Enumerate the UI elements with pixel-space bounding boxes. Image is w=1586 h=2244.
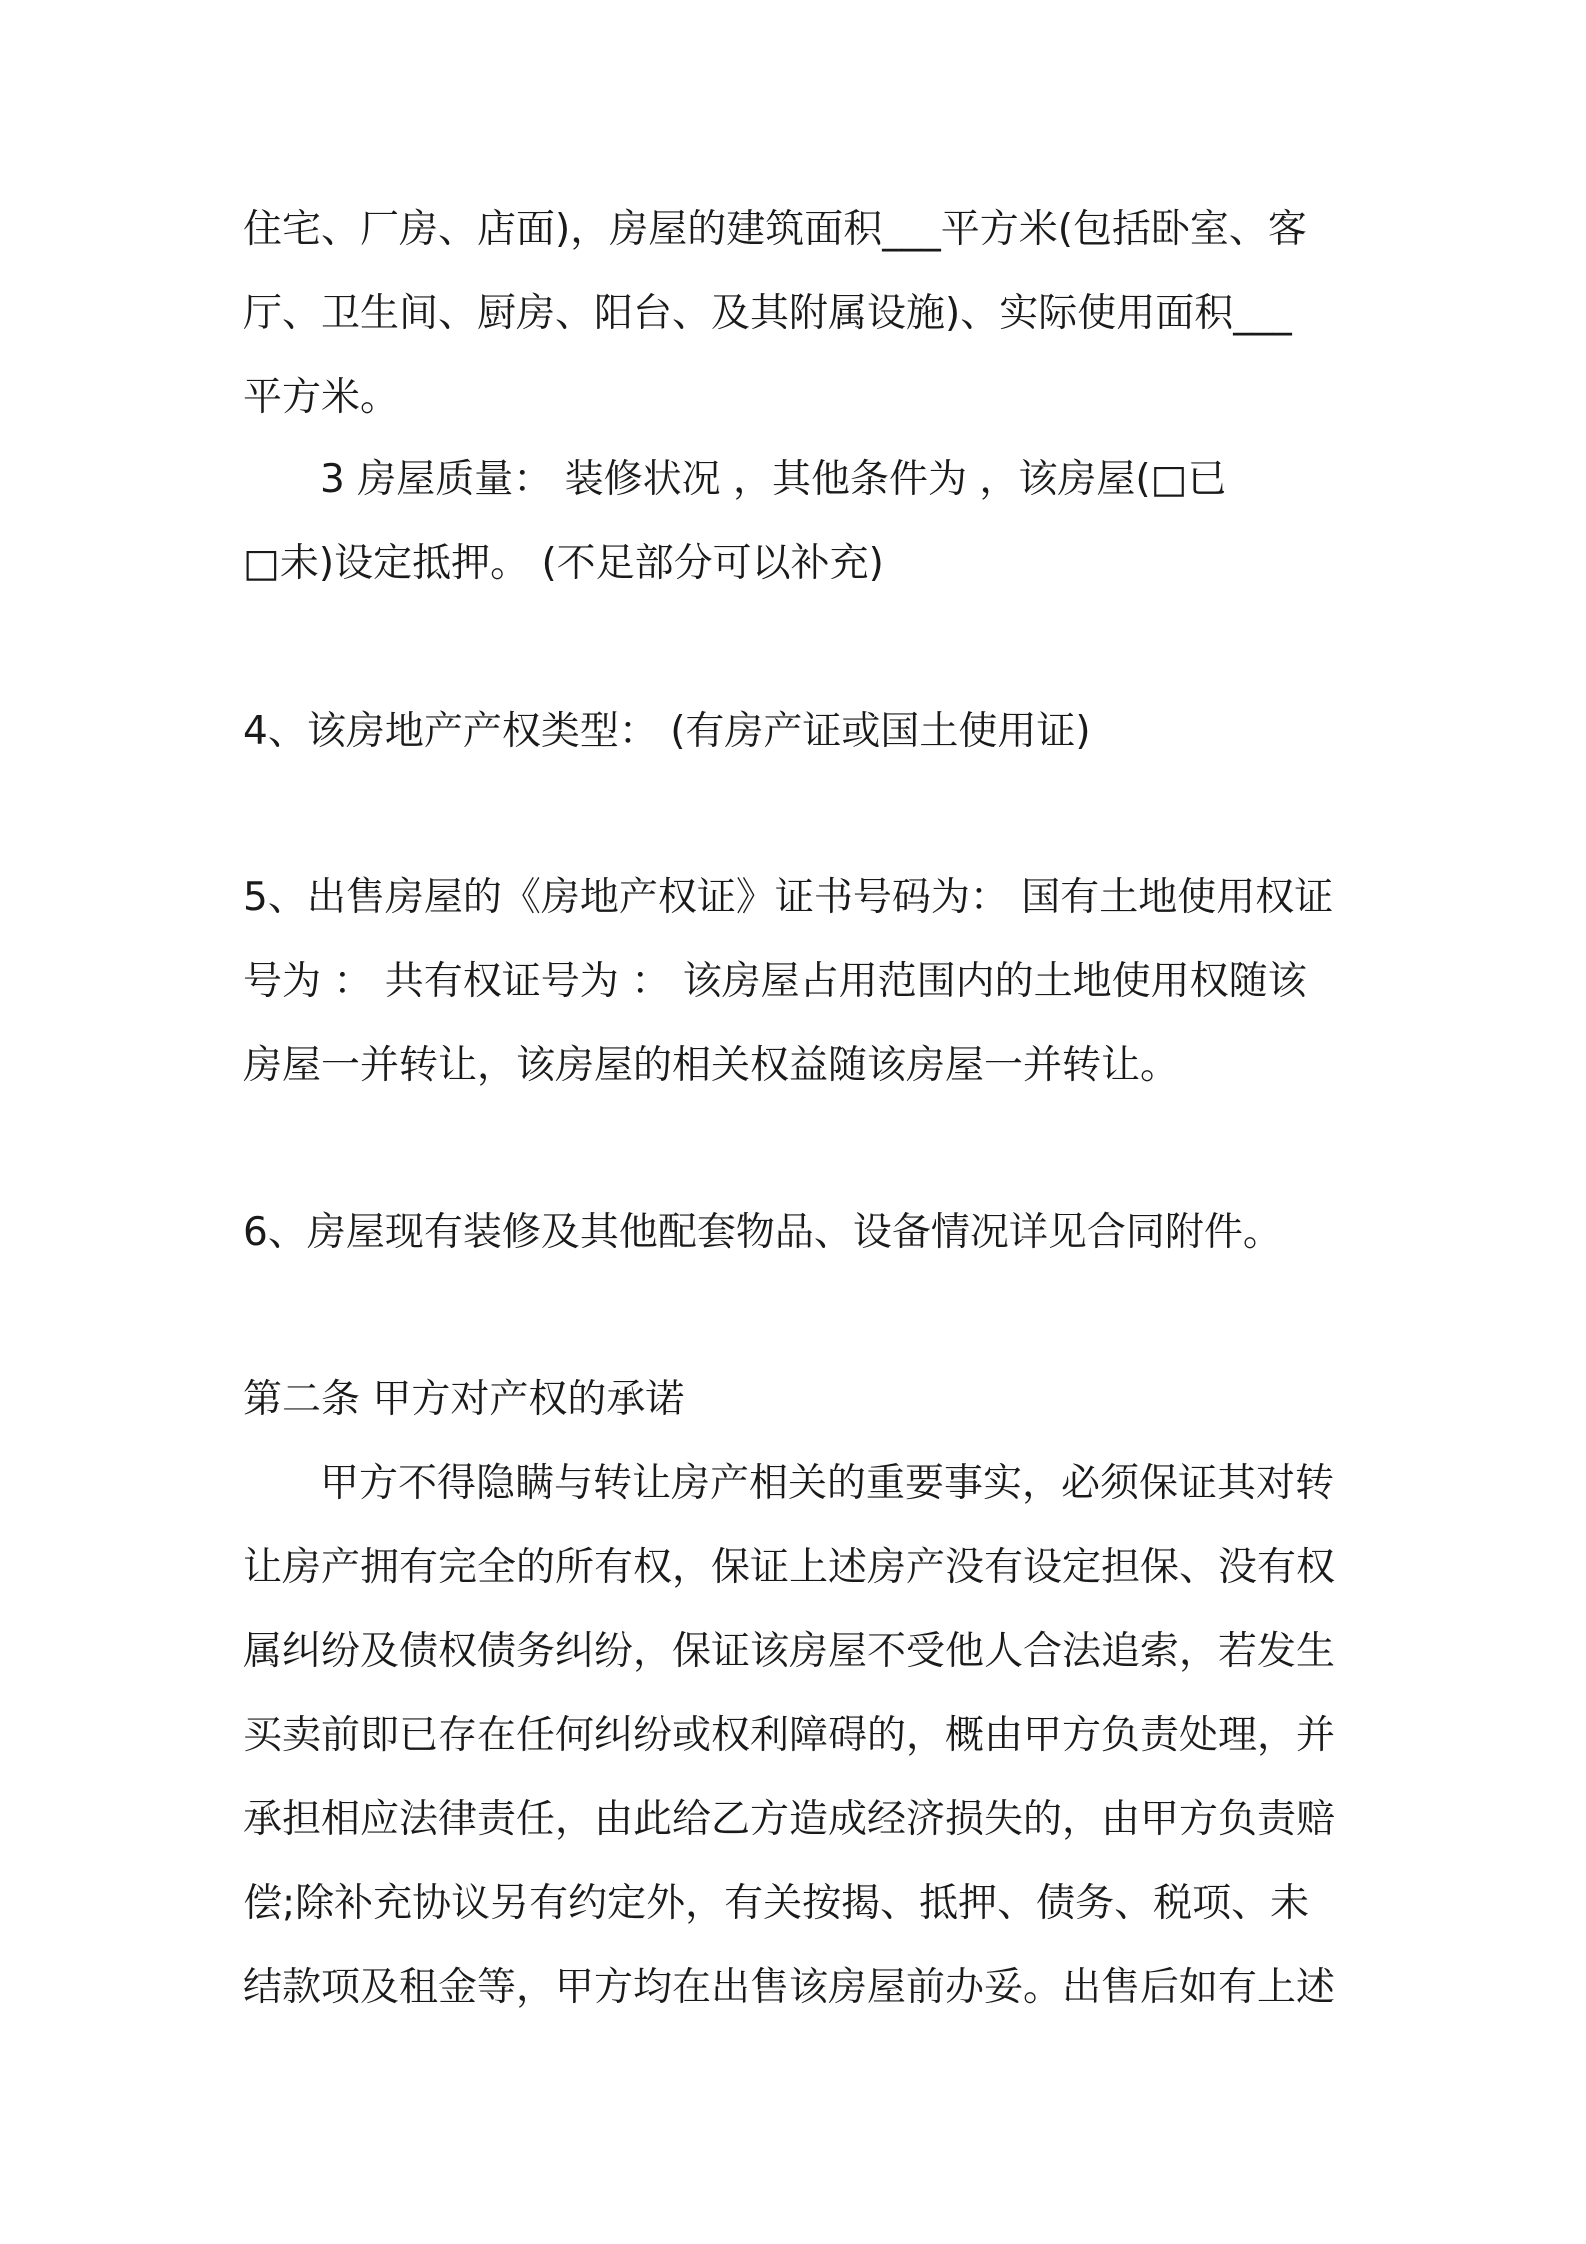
section-heading: 第二条 甲方对产权的承诺 xyxy=(243,1377,685,1422)
text-line: 号为 ： 共有权证号为 ： 该房屋占用范围内的土地使用权随该 xyxy=(243,959,1307,1004)
text-line: 甲方不得隐瞒与转让房产相关的重要事实，必须保证其对转 xyxy=(320,1461,1335,1506)
text-line: 结款项及租金等，甲方均在出售该房屋前办妥。出售后如有上述 xyxy=(243,1965,1336,2010)
text-line: 买卖前即已存在任何纠纷或权利障碍的，概由甲方负责处理，并 xyxy=(243,1713,1336,1758)
text-line: 承担相应法律责任，由此给乙方造成经济损失的，由甲方负责赔 xyxy=(243,1797,1336,1842)
text-line: 让房产拥有完全的所有权，保证上述房产没有设定担保、没有权 xyxy=(243,1545,1336,1590)
text-line: □未)设定抵押。 (不足部分可以补充) xyxy=(243,541,884,586)
text-line: 厅、卫生间、厨房、阳台、及其附属设施)、实际使用面积___ xyxy=(243,291,1292,336)
text-line: 属纠纷及债权债务纠纷，保证该房屋不受他人合法追索，若发生 xyxy=(243,1629,1336,1674)
text-line: 住宅、厂房、店面)，房屋的建筑面积___平方米(包括卧室、客 xyxy=(243,207,1307,252)
text-line: 房屋一并转让，该房屋的相关权益随该房屋一并转让。 xyxy=(243,1043,1180,1088)
text-line: 3 房屋质量： 装修状况 ，其他条件为 ，该房屋(□已 xyxy=(320,457,1227,502)
text-line: 偿;除补充协议另有约定外，有关按揭、抵押、债务、税项、未 xyxy=(243,1881,1310,1926)
text-line: 6、房屋现有装修及其他配套物品、设备情况详见合同附件。 xyxy=(243,1210,1282,1255)
text-line: 4、该房地产产权类型： (有房产证或国土使用证) xyxy=(243,709,1091,754)
text-line: 5、出售房屋的《房地产权证》证书号码为： 国有土地使用权证 xyxy=(243,875,1334,920)
text-line: 平方米。 xyxy=(243,375,400,420)
